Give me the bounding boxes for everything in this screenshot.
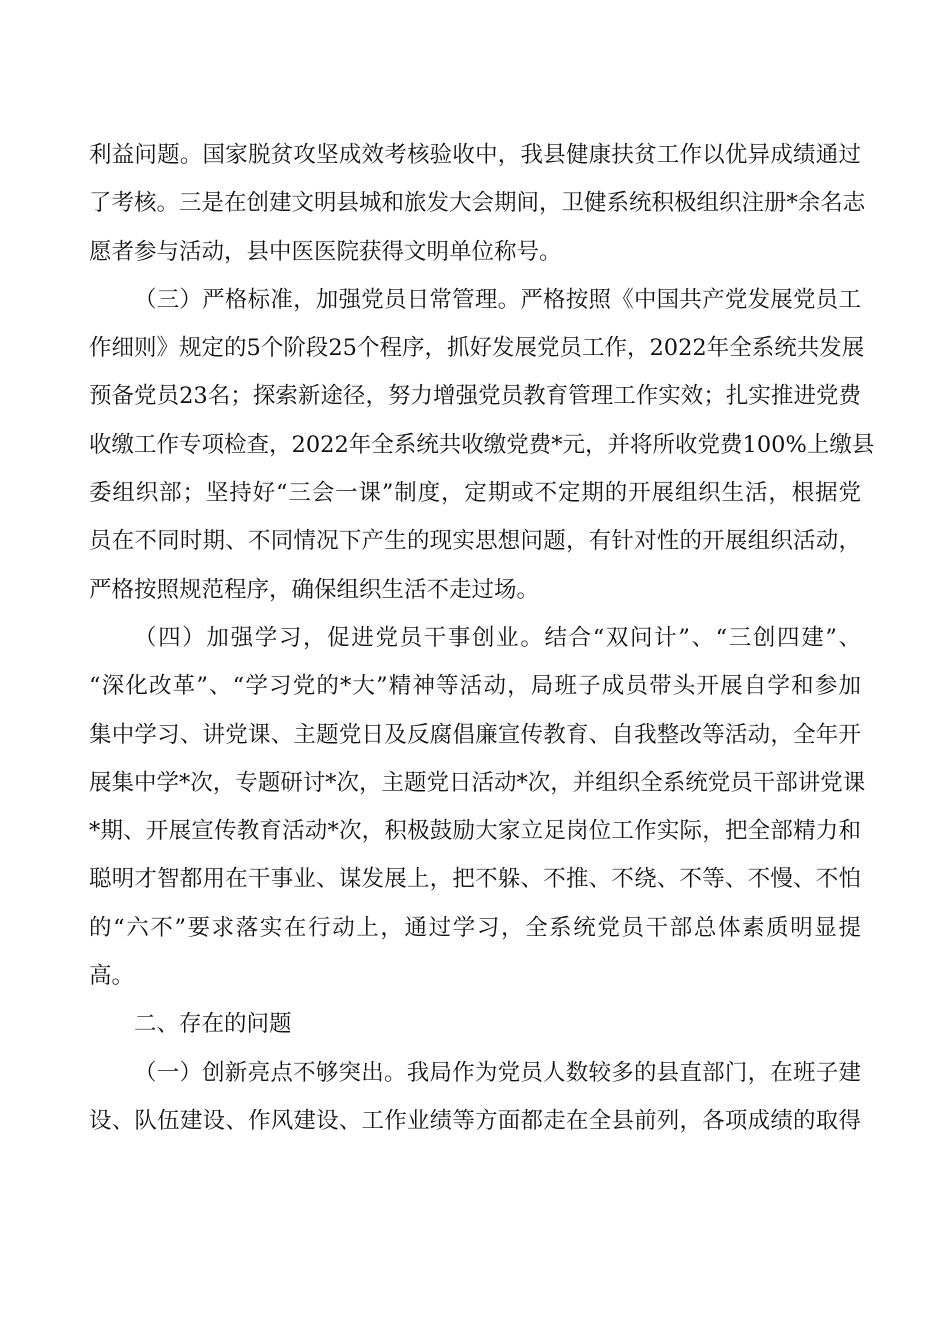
text-line: （四）加强学习，促进党员干事创业。结合“双问计”、“三创四建”、: [134, 624, 861, 651]
text-line: 设、队伍建设、作风建设、工作业绩等方面都走在全县前列，各项成绩的取得: [89, 1107, 861, 1134]
paragraph: [89, 276, 875, 614]
text-line: 委组织部；坚持好“三会一课”制度，定期或不定期的开展组织生活，根据党: [89, 480, 861, 507]
text-line: 集中学习、讲党课、主题党日及反腐倡廉宣传教育、自我整改等活动，全年开: [89, 721, 861, 748]
paragraph: [89, 131, 866, 276]
paragraph: [89, 614, 866, 1000]
text-line: 的“六不”要求落实在行动上，通过学习，全系统党员干部总体素质明显提: [89, 914, 861, 941]
section-heading-text: 二、存在的问题: [134, 1011, 292, 1038]
text-line: （三）严格标准，加强党员日常管理。严格按照《中国共产党发展党员工: [134, 286, 861, 313]
text-line: *期、开展宣传教育活动*次，积极鼓励大家立足岗位工作实际，把全部精力和: [89, 818, 861, 845]
text-line: “深化改革”、“学习党的*大”精神等活动，局班子成员带头开展自学和参加: [89, 673, 861, 700]
text-line: 展集中学*次，专题研讨*次，主题党日活动*次，并组织全系统党员干部讲党课: [89, 769, 866, 796]
text-line: 作细则》规定的5个阶段25个程序，抓好发展党员工作，2022年全系统共发展: [89, 335, 865, 362]
text-line: （一）创新亮点不够突出。我局作为党员人数较多的县直部门，在班子建: [134, 1059, 861, 1086]
text-line: 利益问题。国家脱贫攻坚成效考核验收中，我县健康扶贫工作以优异成绩通过: [89, 142, 861, 168]
text-line: 收缴工作专项检查，2022年全系统共收缴党费*元，并将所收党费100%上缴县: [89, 431, 875, 458]
paragraph: [89, 1049, 861, 1146]
text-line: 高。: [89, 963, 135, 990]
text-line: 严格按照规范程序，确保组织生活不走过场。: [89, 576, 540, 603]
text-line: 员在不同时期、不同情况下产生的现实思想问题，有针对性的开展组织活动，: [89, 528, 861, 555]
text-line: 聪明才智都用在干事业、谋发展上，把不躲、不推、不绕、不等、不慢、不怕: [89, 866, 861, 893]
document-body: [89, 131, 875, 1145]
section-heading: [89, 1000, 861, 1048]
text-line: 愿者参与活动，县中医医院获得文明单位称号。: [89, 238, 562, 265]
text-line: 了考核。三是在创建文明县城和旅发大会期间，卫健系统积极组织注册*余名志: [89, 190, 866, 217]
text-line: 预备党员23名；探索新途径，努力增强党员教育管理工作实效；扎实推进党费: [89, 383, 861, 410]
